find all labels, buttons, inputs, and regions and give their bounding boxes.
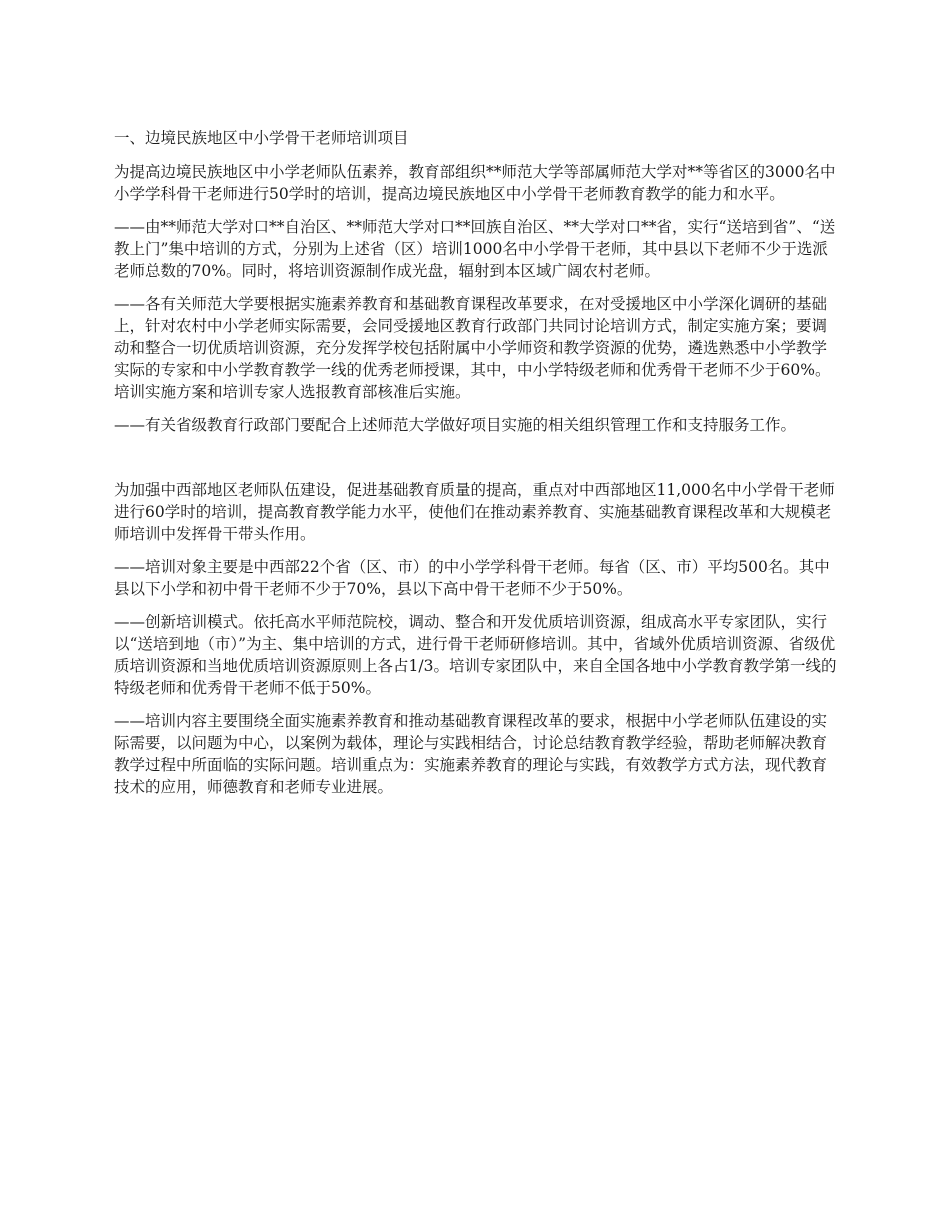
section-spacer — [114, 447, 840, 479]
paragraph: ——培训对象主要是中西部22个省（区、市）的中小学学科骨干老师。每省（区、市）平均500名。其中县以下小学和初中骨干老师不少于70%，县以下高中骨干老师不少于50%。 — [114, 558, 830, 598]
paragraph: ——培训内容主要围绕全面实施素养教育和推动基础教育课程改革的要求，根据中小学老师队伍建设的实际需要，以问题为中心，以案例为载体，理论与实践相结合，讨论总结教育教学经验，帮助老师解决教育教学过程中所面临的实际问题。培训重点为：实施素养教育的理论与实践，有效教学方式方法，现代教育技术的应用，师德教育和老师专业进展。 — [114, 712, 828, 796]
paragraph: ——各有关师范大学要根据实施素养教育和基础教育课程改革要求，在对受援地区中小学深化调研的基础上，针对农村中小学老师实际需要，会同受援地区教育行政部门共同讨论培训方式，制定实施方案；要调动和整合一切优质培训资源，充分发挥学校包括附属中小学师资和教学资源的优势，遴选熟悉中小学教学实际的专家和中小学教育教学一线的优秀老师授课，其中，中小学特级老师和优秀骨干老师不少于60%。培训实施方案和培训专家人选报教育部核准后实施。 — [114, 295, 831, 401]
paragraph: ——由**师范大学对口**自治区、**师范大学对口**回族自治区、**大学对口**省，实行“送培到省”、“送教上门”集中培训的方式，分别为上述省（区）培训1000名中小学骨干老师，其中县以下老师不少于选派老师总数的70%。同时，将培训资源制作成光盘，辐射到本区域广阔农村老师。 — [114, 218, 836, 280]
paragraph: ——创新培训模式。依托高水平师范院校，调动、整合和开发优质培训资源，组成高水平专家团队，实行以“送培到地（市）”为主、集中培训的方式，进行骨干老师研修培训。其中，省域外优质培训资源、省级优质培训资源和当地优质培训资源原则上各占1/3。培训专家团队中，来自全国各地中小学教育教学第一线的特级老师和优秀骨干老师不低于50%。 — [114, 613, 837, 697]
section-heading: 一、边境民族地区中小学骨干老师培训项目 — [114, 129, 409, 147]
paragraph: 为提高边境民族地区中小学老师队伍素养，教育部组织**师范大学等部属师范大学对**等省区的3000名中小学学科骨干老师进行50学时的培训，提高边境民族地区中小学骨干老师教育教学的能力和水平。 — [114, 163, 836, 203]
paragraph: ——有关省级教育行政部门要配合上述师范大学做好项目实施的相关组织管理工作和支持服务工作。 — [114, 416, 797, 434]
paragraph: 为加强中西部地区老师队伍建设，促进基础教育质量的提高，重点对中西部地区11,000名中小学骨干老师进行60学时的培训，提高教育教学能力水平，使他们在推动素养教育、实施基础教育课程改革和大规模老师培训中发挥骨干带头作用。 — [114, 481, 835, 543]
document-body — [114, 127, 840, 809]
